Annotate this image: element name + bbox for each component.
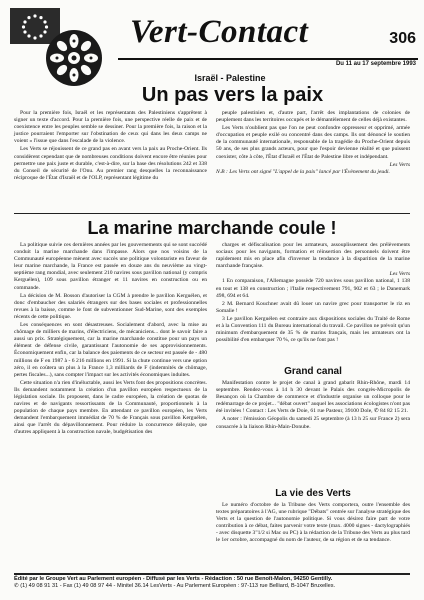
footer-contact: ✆ (1) 49 08 91 31 - Fax (1) 49 08 97 44 - Minitel 36.14 LesVerts - Au Parlement Européen : 97-113 rue Belliard, B-1047 Bruxelles.	[14, 583, 336, 589]
footer	[14, 576, 410, 590]
issue-dates: Du 11 au 17 septembre 1993	[335, 61, 416, 67]
article1-note: N.B : Les Verts ont signé "L'appel de la paix" lancé par l'Évènement du jeudi.	[216, 168, 390, 175]
article3-title: Grand canal	[284, 366, 342, 377]
article2-paragraph: La politique suivie ces dernières années par les gouvernements qui se sont succédé conduit la marine marchande dans l'impasse. Alors que nos voisins de la Communauté européenne mènent avec succès une politique volontariste en faveur de leur marine marchande, la France est passée en douze ans du neuvième au vingt-septième rang mondial, avec seulement 210 navires sous pavillon national (y compris Kerguélen), 109 sous pavillon étranger et 11 navires en construction ou en commande.	[14, 242, 207, 291]
article4-body	[216, 502, 410, 546]
article3-paragraph: Manifestation contre le projet de canal à grand gabarit Rhin-Rhône, mardi 14 septembre. Rendez-vous à 14 h 30 devant le Palais des congrès-Micropolis de Besançon où la Chambre de commerce et d'industrie organise un colloque pour le redémarrage de ce projet... "débat ouvert" auquel les associations écologistes n'ont pas été invitées ! Contact : Les Verts de Doie, 61 rue Pasteur, 39100 Dole, ✆ 84 82 15 21.	[216, 380, 410, 415]
footer-divider	[14, 573, 410, 575]
article4-paragraph: Le numéro d'octobre de la Tribune des Verts comportera, outre l'ensemble des textes préparatoires à l'AG, une rubrique "Débats" centrée sur l'analyse stratégique des Verts et la question de l'autonomie politique. Si vous désirez faire part de votre contribution à ce débat, faites parvenir votre texte (max. 4000 signes - dactylographiés - avec disquette 3"1/2 si Mac ou PC) à la rédaction de la Tribune des Verts au plus tard le 1er octobre, accompagné du nom de l'auteur, de sa région et de sa tendance.	[216, 502, 410, 544]
article1-right-column	[216, 110, 410, 176]
article1-signature: Les Verts	[389, 161, 410, 168]
masthead	[118, 14, 418, 58]
article2-note: 2 M. Bernard Kouchner avait dû louer un navire grec pour transporter le riz en Somalie !	[216, 300, 410, 314]
masthead-title: Vert-Contact	[130, 14, 309, 50]
article2-signature: Les Verts	[389, 271, 410, 278]
article1-paragraph: peuple palestinien et, d'autre part, l'arrêt des implantations de colonies de peuplement dans les territoires occupés et le démantèlement de celles déjà existantes.	[216, 110, 410, 124]
article2-paragraph: Cette situation n'a rien d'inéluctable, aussi les Verts font des propositions concrètes. Ils demandent notamment la création d'un pavillon européen respectueux de la législation sociale. Ils proposent, dans le cadre européen, la création de quotas de navires et de navigants ressortissants de la Communauté, proportionnels à la population de chaque pays membre. En attendant ce pavillon européen, les Verts demandent l'embarquement immédiat de 70 % de Français sous pavillon Kerguélen, ainsi que l'arrêt du dépavillonnement. Pour réduire la concurrence déloyale, que d'autres appliquent à la construction navale, budgétisation des	[14, 379, 207, 436]
article2-note: 1 En comparaison, l'Allemagne possède 720 navires sous pavillon national, 1 138 en tout et 138 en construction ; l'Italie respectivement 791, 902 et 63 ; le Danemark 498, 694 et 64.	[216, 278, 410, 299]
article1-kicker: Israël - Palestine	[194, 73, 266, 83]
article3-paragraph: A noter : l'émission Géopolis du samedi 25 septembre (à 13 h 25 sur France 2) sera consacrée à la liaison Rhin-Main-Donube.	[216, 416, 410, 430]
masthead-rule	[118, 58, 418, 60]
article2-right-column	[216, 242, 410, 345]
article2-paragraph: La décision de M. Bosson d'autoriser la CGM à prendre le pavillon Kerguélen, et donc d'embaucher des salariés étrangers sur des bases sociales et professionnelles revues à la baisse, comme le font de subventionner Sud-Marine, sont des exemples récents de cette politique.	[14, 292, 207, 320]
article1-title: Un pas vers la paix	[141, 84, 324, 106]
article2-paragraph: Les conséquences en sont désastreuses. Socialement d'abord, avec la mise au chômage de milliers de marins, d'électriciens, de mécaniciens... dont le savoir faire a aussi un prix. Stratégiquement, car la marine marchande constitue pour un pays un élément de défense civile, garantissant l'autonomie de ses approvisionnements. Économiquement enfin, car la balance des paiements de ce secteur est passée de - 480 millions de F en 1987 à - 6 216 millions en 1991. Si la chute continue vers une option zéro, il en coûtera un plus à la France 1,3 milliards de F (indemnités de chômage, pertes fiscales...), sans compter l'impact sur les activités économiques induites.	[14, 322, 207, 378]
article2-title: La marine marchande coule !	[87, 218, 337, 238]
article3-body	[216, 380, 410, 432]
article1-paragraph: Les Verts se réjouissent de ce grand pas en avant vers la paix au Proche-Orient. Ils considèrent cependant que de nombreuses conditions doivent encore être réunies pour permettre une paix juste et durable, c'est-à-dire, sur la base des résolutions 242 et 338 du Conseil de sécurité de l'Onu. Au premier rang desquelles la reconnaissance réciproque de l'État d'Israël et de l'OLP, représentant légitime du	[14, 146, 207, 181]
issue-number: 306	[389, 30, 416, 47]
section-divider	[14, 213, 410, 214]
article2-paragraph: charges et défiscalisation pour les armateurs, assouplissement des prélèvements sociaux pour les navigants, formation et réinsertion des personnels doivent être rapidement mis en place afin d'inverser la tendance à la disparition de la marine marchande française.	[216, 242, 410, 270]
article1-left-column	[14, 110, 207, 183]
article1-paragraph: Pour la première fois, Israël et les représentants des Palestiniens s'apprêtent à signer un texte d'accord. Pour la première fois, une perspective réelle de paix et de coexistence entre les peuples semble se dessiner. Pour la première fois, la raison et la justice pourraient l'emporter sur l'obstination de ceux qui dans les deux camps ne voient « l'issue que dans l'escalade de la violence.	[14, 110, 207, 145]
article4-title: La vie des Verts	[275, 488, 351, 499]
footer-publisher: Édité par le Groupe Vert au Parlement européen - Diffusé par les Verts - Rédaction : 50 rue Benoît-Malon, 94250 Gentilly.	[14, 576, 333, 582]
article2-left-column	[14, 242, 207, 438]
article1-paragraph: Les Verts n'oublient pas que l'on ne peut confondre oppresseur et opprimé, armée d'occupation et peuple exilé ou concentré dans des camps. Ils ont dénoncé le soutien de la communauté internationale, responsable de la tragédie du Proche-Orient depuis 50 ans, de ses plus grands acteurs, pour que l'espoir devienne réalité et que puissent coexister, côte à côte, l'État d'Israël et l'État de Palestine libre et indépendant.	[216, 125, 410, 160]
vert-contact-logo	[10, 8, 118, 100]
article2-note: 3 Le pavillon Kerguélen est contraire aux dispositions sociales du Traité de Rome et à la Convention 111 du Bureau international du travail. Ce pavillon ne prévoit qu'un minimum d'embarquement de 35 % de marins français, mais les armateurs ont la possibilité d'en embarquer 70 %, ce qu'ils ne font pas !	[216, 315, 410, 344]
